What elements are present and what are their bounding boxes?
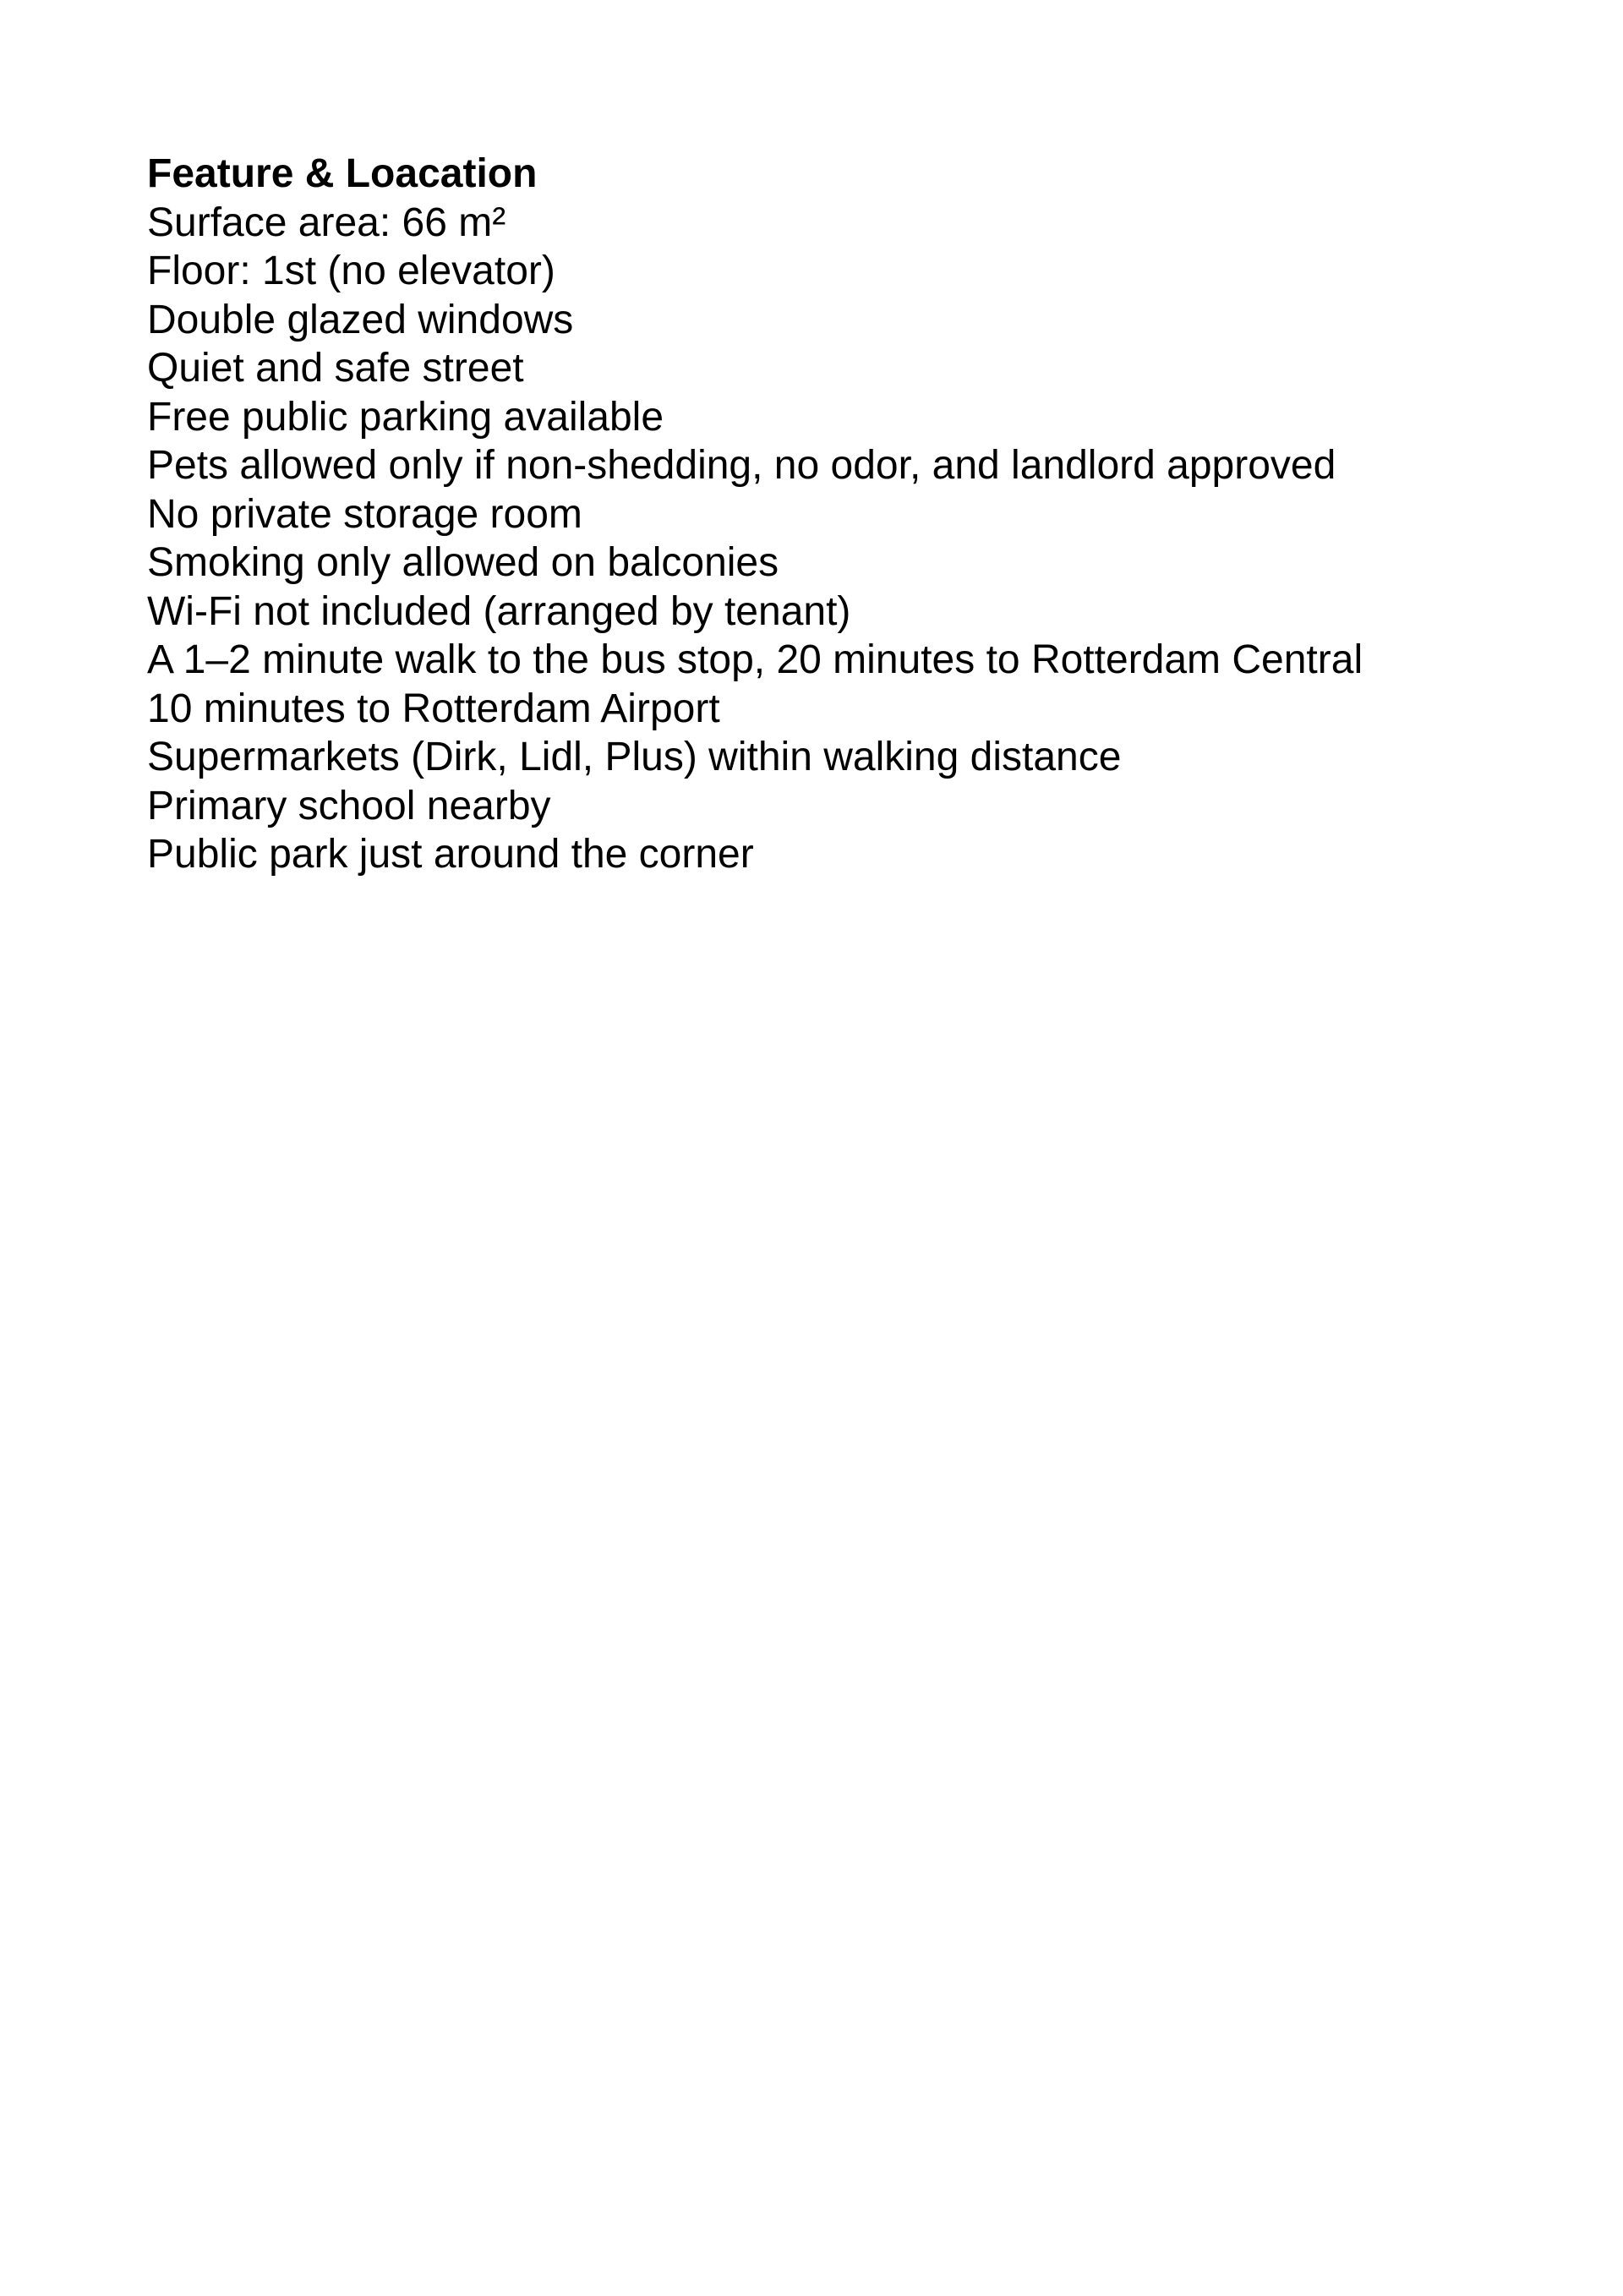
feature-item-park: Public park just around the corner [147, 832, 754, 877]
document-content [147, 150, 1391, 879]
feature-item-bus-stop: A 1–2 minute walk to the bus stop, 20 minutes to Rotterdam Central [147, 637, 1363, 682]
feature-list [147, 199, 1391, 879]
feature-item-school: Primary school nearby [147, 783, 551, 828]
feature-item-storage: No private storage room [147, 491, 582, 537]
feature-item-parking: Free public parking available [147, 394, 664, 440]
feature-item-windows: Double glazed windows [147, 297, 574, 342]
feature-item-wifi: Wi-Fi not included (arranged by tenant) [147, 588, 851, 634]
feature-item-street: Quiet and safe street [147, 346, 524, 391]
feature-item-pets: Pets allowed only if non-shedding, no odor, and landlord approved [147, 443, 1336, 488]
feature-item-supermarkets: Supermarkets (Dirk, Lidl, Plus) within walking distance [147, 735, 1122, 779]
feature-item-surface-area: Surface area: 66 m² [147, 200, 506, 245]
feature-item-smoking: Smoking only allowed on balconies [147, 540, 779, 585]
feature-item-floor: Floor: 1st (no elevator) [147, 249, 555, 293]
section-heading: Feature & Loacation [147, 151, 538, 196]
feature-item-airport: 10 minutes to Rotterdam Airport [147, 686, 720, 731]
